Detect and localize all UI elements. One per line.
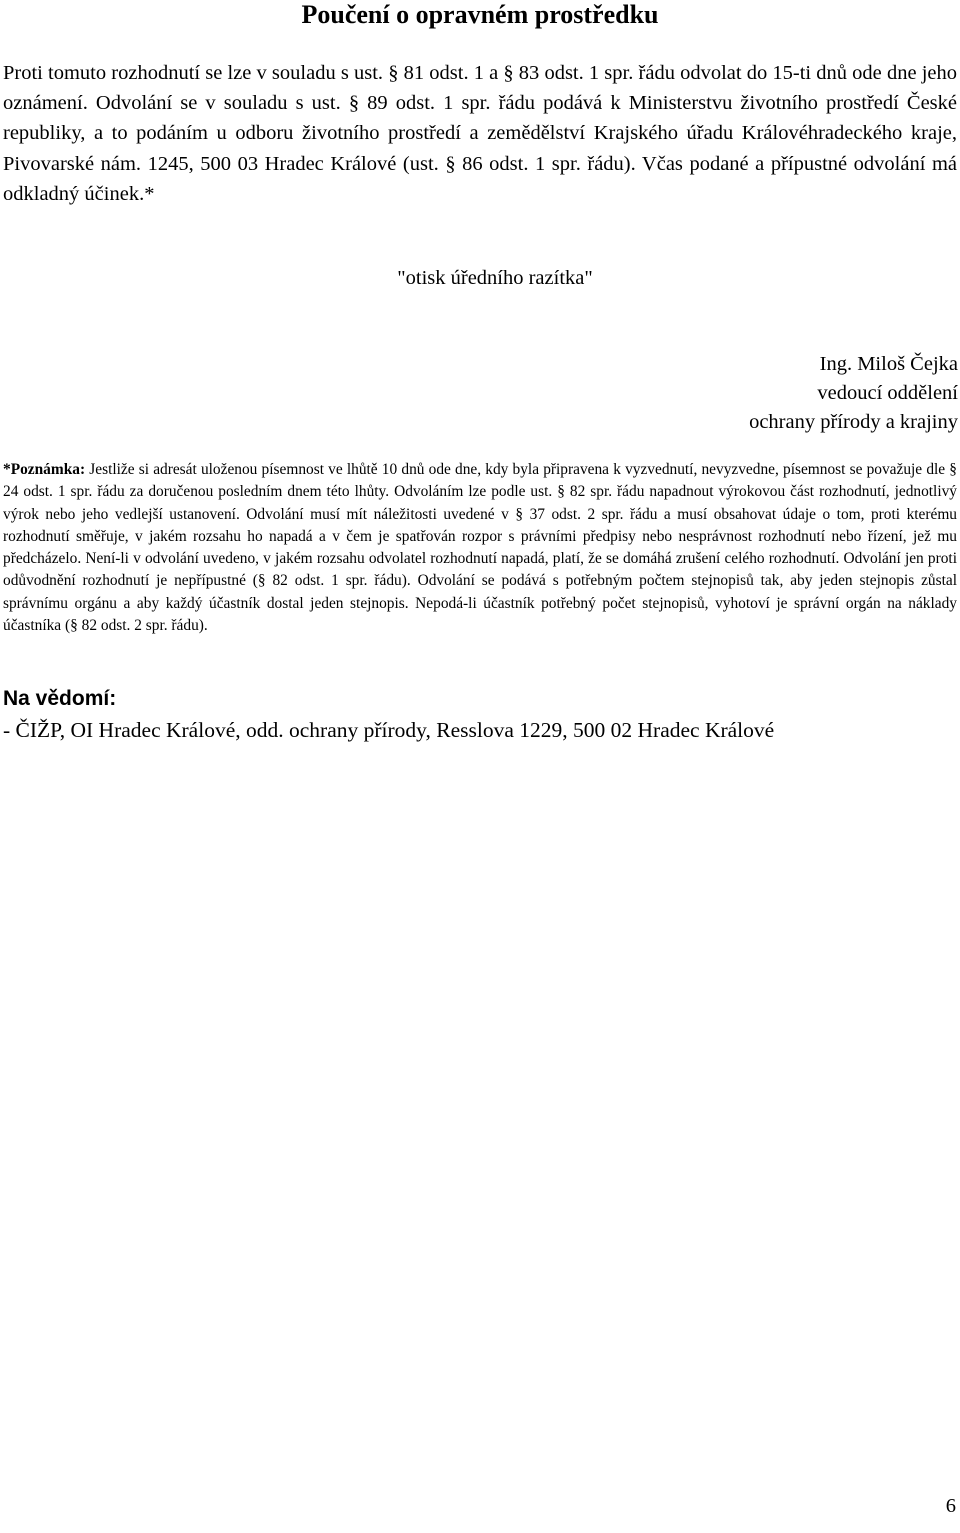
footnote [3,459,957,637]
cc-list-item: - ČIŽP, OI Hradec Králové, odd. ochrany přírody, Resslova 1229, 500 02 Hradec Králové [3,718,775,742]
cc-list [3,716,957,744]
footnote-text: Jestliže si adresát uloženou písemnost ve lhůtě 10 dnů ode dne, kdy byla připravena k vyzvednutí, nevyzvedne, písemnost se považuje dle § 24 odst. 1 spr. řádu za doručenou posledním dnem této lhůty. Odvoláním lze podle ust. § 82 spr. řádu napadnout výrokovou část rozhodnutí, jednotlivý výrok nebo jeho vedlejší ustanovení. Odvolání musí mít náležitosti uvedené v § 37 odst. 2 spr. řádu a musí obsahovat údaje o tom, proti kterému rozhodnutí směřuje, v jakém rozsahu ho napadá a v čem je spatřován rozpor s právními předpisy nebo nesprávnost rozhodnutí nebo řízení, jež mu předcházelo. Není-li v odvolání uvedeno, v jakém rozsahu odvolatel rozhodnutí napadá, platí, že se domáhá zrušení celého rozhodnutí. Odvolání jen proti odůvodnění rozhodnutí je nepřípustné (§ 82 odst. 1 spr. řádu). Odvolání se podává s potřebným počtem stejnopisů tak, aby jeden stejnopis zůstal správnímu orgánu a aby každý účastník dostal jeden stejnopis. Nepodá-li účastník potřebný počet stejnopisů, vyhotoví je správní orgán na náklady účastníka (§ 82 odst. 2 spr. řádu). [3,461,957,635]
appeal-instructions-paragraph: Proti tomuto rozhodnutí se lze v souladu s ust. § 81 odst. 1 a § 83 odst. 1 spr. řádu odvolat do 15-ti dnů ode dne jeho oznámení. Odvolání se v souladu s ust. § 89 odst. 1 spr. řádu podává k Ministerstvu životního prostředí České republiky, a to podáním u odboru životního prostředí a zemědělství Krajského úřadu Královéhradeckého kraje, Pivovarské nám. 1245, 500 03 Hradec Králové (ust. § 86 odst. 1 spr. řádu). Včas podané a přípustné odvolání má odkladný účinek.* [3,62,957,205]
signatory-department: ochrany přírody a krajiny [749,411,958,433]
footnote-label: *Poznámka: [3,461,86,478]
signatory-name: Ing. Miloš Čejka [819,353,958,375]
signature-block [749,350,958,437]
document-title: Poučení o opravném prostředku [301,0,659,29]
official-stamp-placeholder: "otisk úředního razítka" [397,267,593,289]
page-number: 6 [945,1495,956,1517]
cc-heading: Na vědomí: [3,687,117,710]
signatory-position: vedoucí oddělení [817,382,958,404]
